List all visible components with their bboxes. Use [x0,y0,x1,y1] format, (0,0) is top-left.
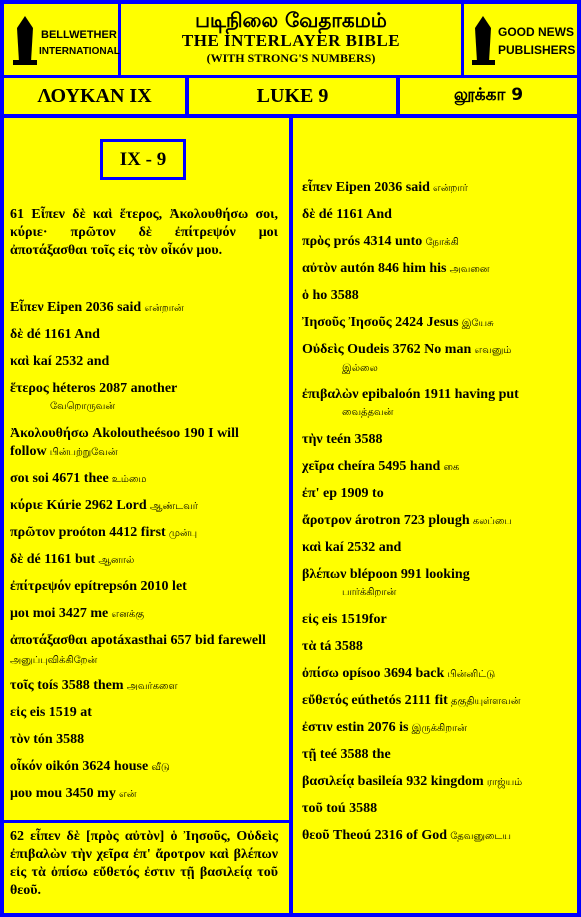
word-entry-text: καὶ kaí 2532 and [10,354,110,369]
tamil-gloss: பின்பற்றுவேன் [46,447,118,458]
word-entry-text: ἐπιβαλὼν epibaloón 1911 having put [302,387,519,402]
word-entry [302,512,568,531]
tamil-gloss: எனக்கு [108,609,145,620]
word-entry [302,179,568,198]
tamil-gloss: இருக்கிறான் [408,723,467,734]
word-entry [10,704,278,722]
tamil-gloss: தகுதியுள்ளவன் [447,696,521,707]
word-entry [302,746,568,764]
tamil-gloss: இயேசு [458,318,494,329]
book-tamil-label: லூக்கா 9 [453,85,524,105]
word-entry [302,431,568,449]
word-entry [10,326,278,344]
title-subtitle: (WITH STRONG'S NUMBERS) [206,51,376,65]
word-entry-text: κύριε Kúrie 2962 Lord [10,498,147,513]
book-english-label: LUKE 9 [256,84,329,107]
tamil-gloss: கை [440,462,460,473]
word-entry-text: Ἀκολουθήσω Akoloutheésoo 190 I will follow [10,426,239,459]
word-entry-text: εἶπεν Eipen 2036 said [302,180,430,195]
word-entry-text: τῇ teé 3588 the [302,747,391,762]
word-entry [302,773,568,792]
word-entry [302,458,568,477]
word-entry-text: ἄροτρον árotron 723 plough [302,513,470,528]
word-entry [10,605,278,624]
tamil-gloss: நோக்கி [422,237,459,248]
word-entry-text: οἶκόν oikón 3624 house [10,759,149,774]
tamil-gloss: உம்மை [108,474,147,485]
word-entry-text: Οὐδεὶς Oudeis 3762 No man [302,342,472,357]
word-entry [10,731,278,749]
word-entry [302,719,568,738]
word-entry [10,758,278,777]
svg-text:PUBLISHERS: PUBLISHERS [497,42,575,57]
word-entry [302,566,568,602]
word-entry-text: μου mou 3450 my [10,786,116,801]
bellwether-logo-icon [11,12,120,68]
word-entry [10,353,278,371]
word-entry [10,299,278,318]
word-entry-text: Ἰησοῦς Ἰησοῦς 2424 Jesus [302,315,459,330]
word-entry-text: πρὸς prós 4314 unto [302,234,423,249]
word-entry [302,206,568,224]
word-entry-text: τὴν teén 3588 [302,432,383,447]
word-entry-text: χεῖρα cheíra 5495 hand [302,459,441,474]
tamil-gloss: என்றான் [141,303,184,314]
tamil-gloss: ராஜ்யம் [483,777,523,788]
word-entry [302,287,568,305]
tamil-gloss: வீடு [148,762,170,773]
tamil-gloss: ஆனால் [95,555,135,566]
tamil-gloss: வேறொருவன் [50,401,116,412]
tamil-gloss: கலப்பை [469,516,512,527]
book-header-tamil [400,78,577,114]
word-entry-text: ὀπίσω opísoo 3694 back [302,666,445,681]
word-entry [302,260,568,279]
word-entry-text: τοῖς toís 3588 them [10,678,124,693]
tamil-gloss: பின்னிட்டு [444,669,496,680]
word-entry [10,497,278,516]
bellwether-logo [4,4,118,75]
verse-62-text: 62 εἶπεν δὲ [πρὸς αὐτὸν] ὁ Ἰησοῦς, Οὐδεὶς ἐπιβαλὼν τὴν χεῖρα ἐπ' ἄροτρον καὶ βλέπων εἰς τὰ ὀπίσω εὔθετός ἐστιν τῇ βασιλείᾳ τοῦ θεοῦ. [10,829,278,898]
word-entry-text: ἐπίτρεψόν epítrepsón 2010 let [10,579,187,594]
word-entry [10,425,278,462]
good-news-logo-icon [471,12,575,68]
word-entry-text: ὁ ho 3588 [302,288,359,303]
word-entry [10,632,278,670]
word-entry [302,692,568,711]
word-entry-text: ἕτερος héteros 2087 another [10,381,178,396]
word-entry-text: καὶ kaí 2532 and [302,540,402,555]
word-entry-text: θεοῦ Theoú 2316 of God [302,828,448,843]
word-entry [302,485,568,503]
word-entry [302,341,568,378]
tamil-gloss: என் [115,789,137,800]
word-entry-text: δὲ dé 1161 And [10,327,100,342]
word-entry [302,233,568,252]
tamil-gloss: அவனை [446,264,490,275]
word-entry-text: τοῦ toú 3588 [302,801,378,816]
verse-61-text: 61 Εἶπεν δὲ καὶ ἕτερος, Ἀκολουθήσω σοι, κύριε· πρῶτον δὲ ἐπίτρεψόν μοι ἀποτάξασθαι τοῖς εἰς τὸν οἶκόν μου. [10,207,278,258]
svg-text:INTERNATIONAL: INTERNATIONAL [39,45,120,57]
tamil-gloss: அனுப்புவிக்கிறேன் [10,655,98,666]
word-entry-text: ἀποτάξασθαι apotáxasthai 657 bid farewell [10,633,266,648]
word-entry [10,551,278,570]
word-entry [302,800,568,818]
word-entry [302,314,568,333]
tamil-gloss: முன்பு [165,528,198,539]
word-entry-text: εἰς eis 1519 at [10,705,92,720]
word-entry-text: ἐπ' ep 1909 to [302,486,384,501]
word-entry [302,611,568,629]
tamil-gloss: தேவனுடைய [447,831,511,842]
word-entry-text: τὰ tá 3588 [302,639,363,654]
word-entry [302,827,568,846]
word-entry-text: δὲ dé 1161 And [302,207,392,222]
word-entry-text: βλέπων blépoon 991 looking [302,567,470,582]
word-entry-text: δὲ dé 1161 but [10,552,96,567]
word-entry [302,386,568,422]
svg-text:GOOD NEWS: GOOD NEWS [497,24,574,39]
book-header-english [189,78,396,114]
word-entry [10,578,278,596]
word-entry [10,470,278,489]
word-entry [302,539,568,557]
word-entry-text: τὸν tón 3588 [10,732,85,747]
word-entry-text: αὐτὸν autón 846 him his [302,261,447,276]
word-entry-text: βασιλείᾳ basileía 932 kingdom [302,774,484,789]
title-block [121,4,461,75]
word-entry-text: μοι moi 3427 me [10,606,109,621]
word-entry [302,665,568,684]
word-entry [10,677,278,696]
tamil-gloss: வைத்தவன் [342,407,394,418]
word-entry [10,785,278,804]
word-entry [10,524,278,543]
tamil-gloss: பார்க்கிறான் [342,587,397,598]
word-entry-text: ἐστιν estin 2076 is [302,720,409,735]
word-entry [10,380,278,416]
good-news-logo [464,4,577,75]
word-entry-text: εἰς eis 1519for [302,612,387,627]
title-english: THE INTERLAYER BIBLE [181,31,401,50]
title-tamil: படிநிலை வேதாகமம் [195,8,387,32]
word-entry-text: πρῶτον proóton 4412 first [10,525,166,540]
tamil-gloss: அவர்களை [123,681,178,692]
tamil-gloss: எவனும் [471,345,512,356]
word-entry-text: εὔθετός eúthetós 2111 fit [302,693,448,708]
chapter-label: IX - 9 [100,139,186,180]
word-entry [302,638,568,656]
svg-text:BELLWETHER: BELLWETHER [41,28,117,41]
book-greek-label: ΛΟΥΚΑΝ IX [37,84,152,107]
book-header-greek [4,78,185,114]
tamil-gloss: இல்லை [342,363,378,374]
word-entry-text: σοι soi 4671 thee [10,471,109,486]
tamil-gloss: என்றார் [429,183,468,194]
word-entry-text: Εἶπεν Eipen 2036 said [10,300,142,315]
tamil-gloss: ஆண்டவர் [146,501,198,512]
